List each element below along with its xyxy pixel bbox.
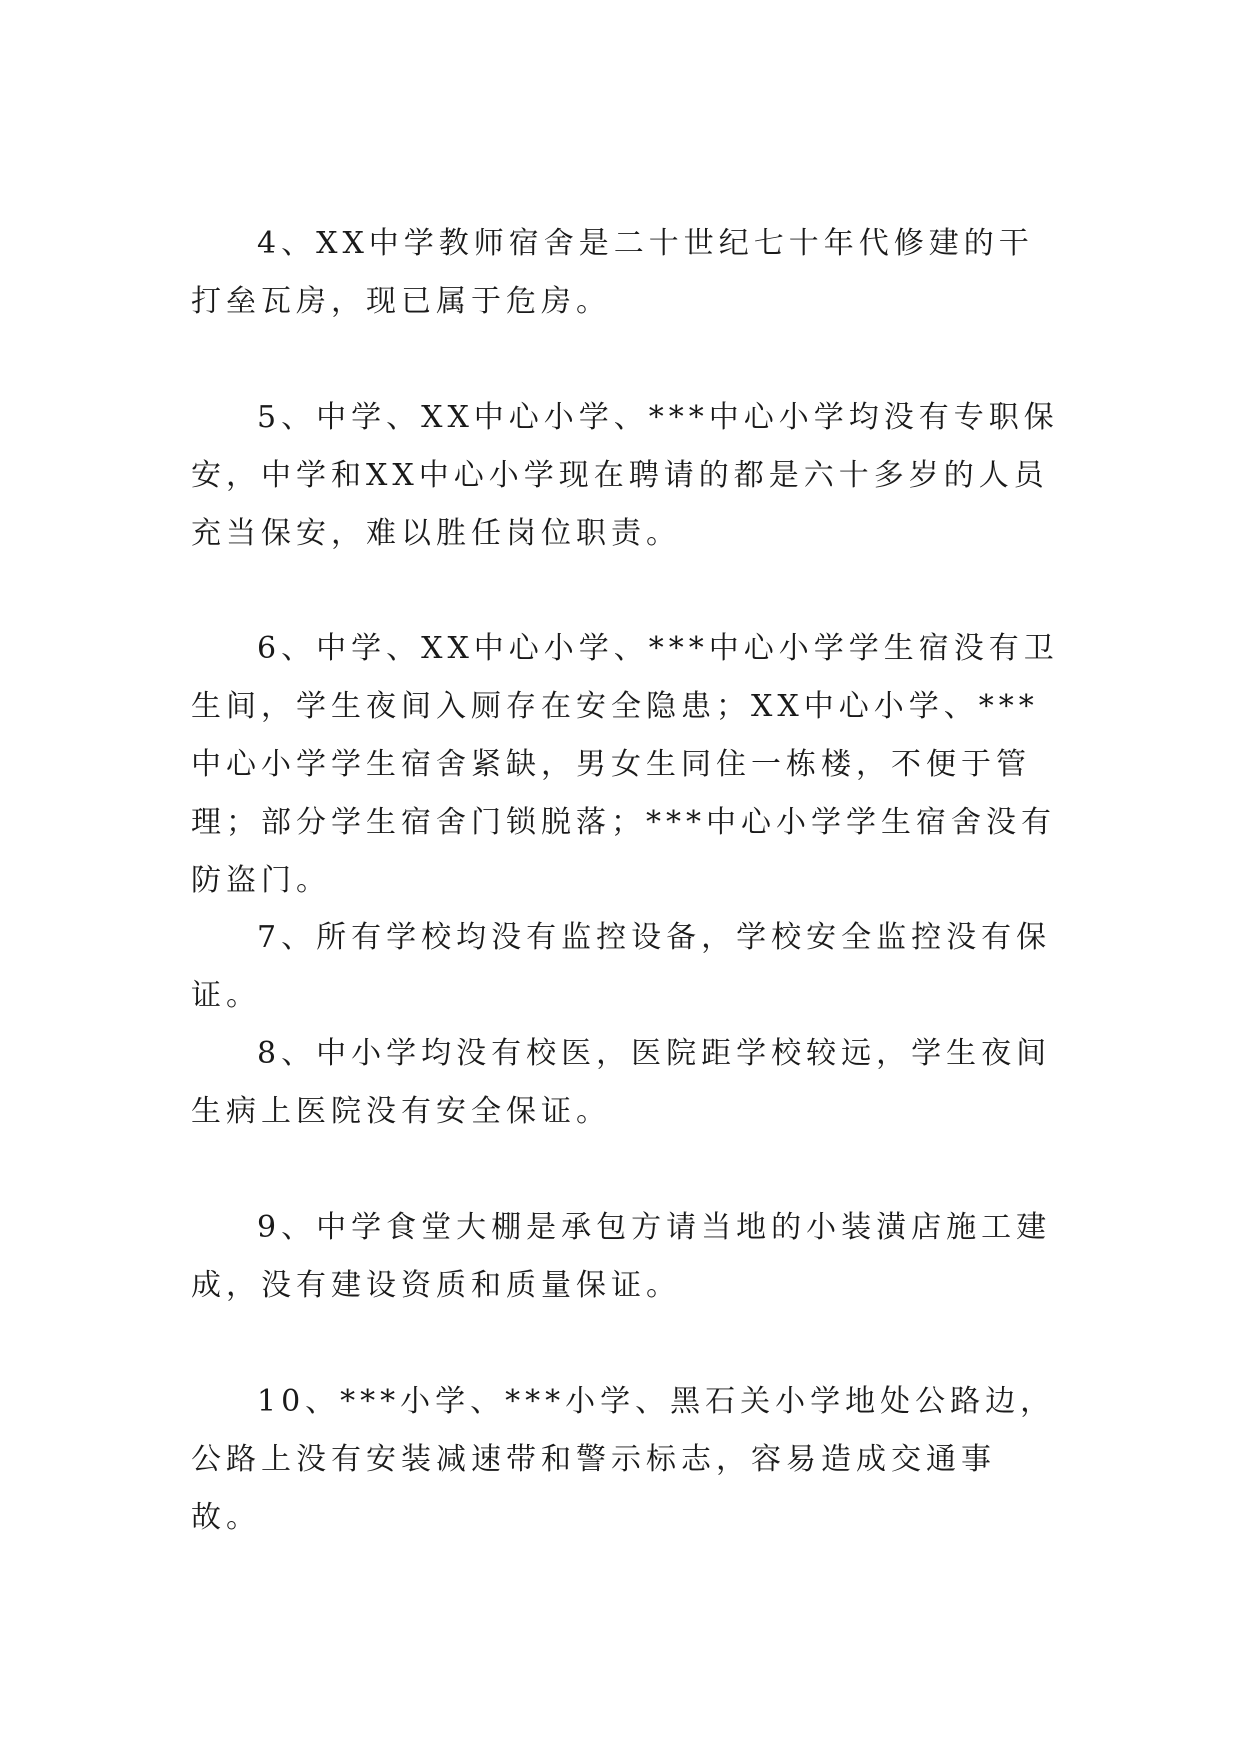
paragraph-item-9: 9、中学食堂大棚是承包方请当地的小装潢店施工建成，没有建设资质和质量保证。 — [191, 1210, 1052, 1303]
paragraph-item-6: 6、中学、XX中心小学、***中心小学学生宿没有卫生间，学生夜间入厕存在安全隐患；XX中心小学、***中心小学学生宿舍紧缺，男女生同住一栋楼，不便于管理；部分学生宿舍门锁脱落；***中心小学学生宿舍没有防盗门。 — [191, 631, 1059, 898]
paragraph-item-7: 7、所有学校均没有监控设备，学校安全监控没有保证。 — [191, 920, 1052, 1013]
paragraph-item-8: 8、中小学均没有校医，医院距学校较远，学生夜间生病上医院没有安全保证。 — [191, 1036, 1052, 1129]
paragraph-item-10: 10、***小学、***小学、黑石关小学地处公路边，公路上没有安装减速带和警示标志，容易造成交通事故。 — [191, 1384, 1056, 1535]
paragraph-item-5: 5、中学、XX中心小学、***中心小学均没有专职保安，中学和XX中心小学现在聘请的都是六十多岁的人员充当保安，难以胜任岗位职责。 — [191, 400, 1059, 551]
paragraph-item-4: 4、XX中学教师宿舍是二十世纪七十年代修建的干打垒瓦房，现已属于危房。 — [191, 226, 1034, 319]
